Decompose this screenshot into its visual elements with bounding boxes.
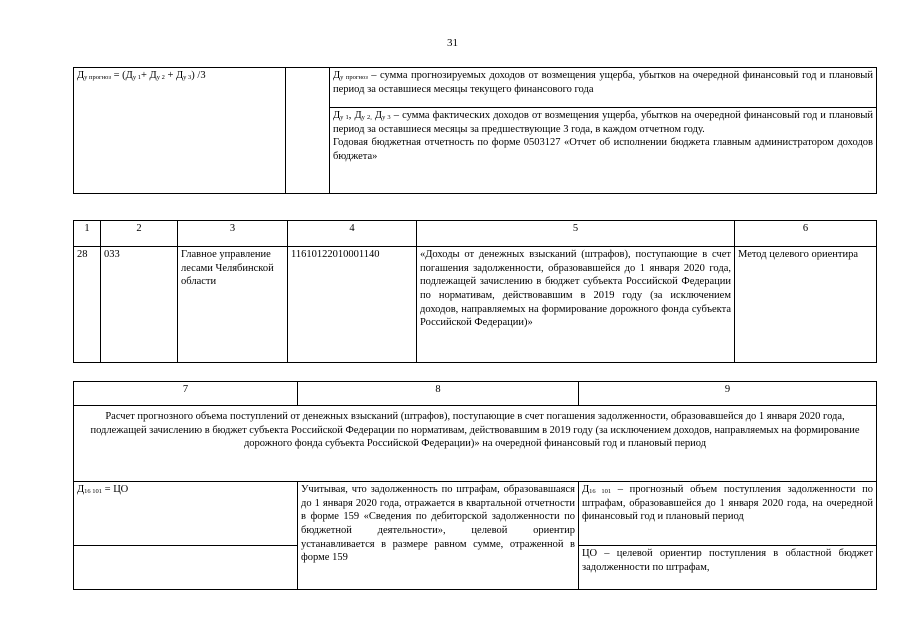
- source-note: Годовая бюджетная отчетность по форме 0503127 «Отчет об исполнении бюджета главным администратором доходов бюджета»: [333, 137, 873, 162]
- header-col-2: 2: [101, 221, 178, 247]
- definition-forecast-ts: $Д_{16 101}$ – прогнозный объем поступления задолженности по штрафам, образовавшейся до 1 января 2020 года, на очередной финансовый год и плановый период: [579, 482, 877, 546]
- method-note: Учитывая, что задолженность по штрафам, образовавшаяся до 1 января 2020 года, отражается в квартальной отчетности в форме 159 «Сведения по дебиторской задолженности по бюджетной деятельности», целевой ориентир устанавливается в размере равном сумме, отраженной в форме 159: [298, 482, 579, 590]
- table-row: [74, 247, 877, 363]
- method-name: Метод целевого ориентира: [735, 247, 877, 363]
- admin-code: 033: [101, 247, 178, 363]
- row-number: 28: [74, 247, 101, 363]
- formula-cell: $Д_{у прогноз} = (Д_{у 1}+ Д_{у 2} + Д_{у 3})$ /3: [74, 68, 286, 194]
- formula-table-damage: [73, 67, 877, 194]
- definition-actual: $Д_{у 1}$, $Д_{у 2,}$ $Д_{у 3}$ – сумма фактических доходов от возмещения ущерба, убытков на очередной финансовый год и плановый период за оставшиеся месяцы за предшествующие 3 года, в каждом отчетном году. Годовая бюджетная отчетность по форме 0503127 «Отчет об исполнении бюджета главным администратором доходов бюджета»: [330, 108, 877, 194]
- calculation-table: [73, 381, 877, 590]
- header-col-6: 6: [735, 221, 877, 247]
- kbk-code: 11610122010001140: [288, 247, 417, 363]
- income-name: «Доходы от денежных взысканий (штрафов), поступающие в счет погашения задолженности, образовавшейся до 1 января 2020 года, подлежащей зачислению в бюджет субъекта Российской Федерации по нормативам, действовавшим в 2019 году (за исключением доходов, направляемых на формирование дорожного фонда субъекта Российской Федерации)»: [417, 247, 735, 363]
- admin-name: Главное управление лесами Челябинской области: [178, 247, 288, 363]
- header-col-4: 4: [288, 221, 417, 247]
- empty-cell: [286, 68, 330, 194]
- page-number: 31: [447, 37, 458, 49]
- header-col-7: 7: [74, 382, 298, 406]
- formula-cell-ts: $Д_{16 101}$ = ЦО: [74, 482, 298, 590]
- header-col-5: 5: [417, 221, 735, 247]
- header-col-3: 3: [178, 221, 288, 247]
- definition-forecast: $Д_{у прогноз}$ – сумма прогнозируемых доходов от возмещения ущерба, убытков на очередной финансовый год и плановый период за оставшиеся месяцы текущего финансового года: [330, 68, 877, 108]
- header-col-1: 1: [74, 221, 101, 247]
- header-col-9: 9: [579, 382, 877, 406]
- calculation-title: Расчет прогнозного объема поступлений от денежных взысканий (штрафов), поступающие в счет погашения задолженности, образовавшейся до 1 января 2020 года, подлежащей зачислению в бюджет субъекта Российской Федерации по нормативам, действовавшим в 2019 году (за исключением доходов, направляемых на формирование дорожного фонда субъекта Российской Федерации)» на очередной финансовый год и плановый период: [74, 406, 877, 482]
- definition-target: ЦО – целевой ориентир поступления в областной бюджет задолженности по штрафам,: [579, 546, 877, 590]
- income-table: [73, 220, 877, 363]
- header-col-8: 8: [298, 382, 579, 406]
